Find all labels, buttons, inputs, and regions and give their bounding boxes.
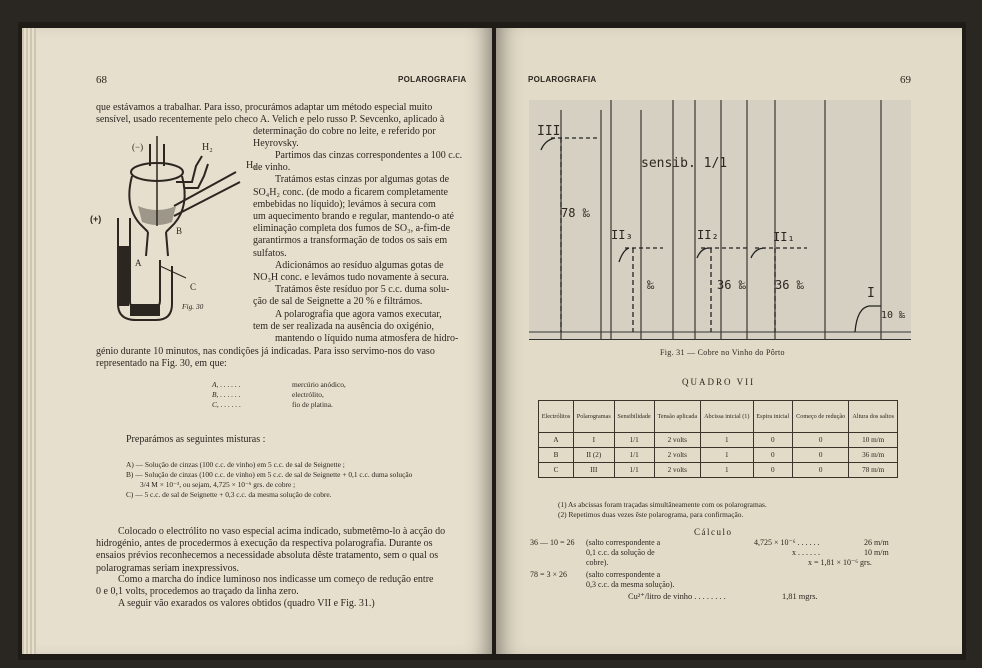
legend-list: A, . . . . . . mercúrio anódico, B, . . . . . . electrólito, C, . . . . . . fio de platina. bbox=[212, 380, 346, 409]
left-page bbox=[22, 28, 492, 654]
table-header-row: Electrólitos Polarogramas Sensibilidade Tensão aplicada Abcissa inicial (1) Espira inicial Começo de redução Altura dos saltos bbox=[539, 401, 898, 433]
mixtures-title: Preparámos as seguintes misturas : bbox=[126, 434, 266, 445]
calc-c2a: x . . . . . . bbox=[792, 548, 820, 557]
calc-result-label: Cu²⁺/litro de vinho . . . . . . . . bbox=[628, 592, 726, 601]
table-title: QUADRO VII bbox=[682, 377, 756, 387]
label-minus: (−) bbox=[132, 142, 144, 152]
label-permille: ‰ bbox=[647, 278, 655, 292]
calc-c3: x = 1,81 × 10⁻⁶ grs. bbox=[808, 558, 872, 567]
polarogram-photo bbox=[529, 100, 911, 340]
calc-title: Cálculo bbox=[694, 527, 733, 537]
label-sensitivity: sensib. 1/1 bbox=[641, 156, 728, 171]
table-row: C III 1/1 2 volts 1 0 0 78 m/m bbox=[539, 463, 898, 478]
label-36a: 36 ‰ bbox=[717, 278, 746, 292]
label-iii: III bbox=[537, 124, 561, 139]
label-ii3: II₃ bbox=[611, 228, 633, 242]
label-b: B bbox=[176, 226, 183, 236]
book-spread bbox=[18, 22, 966, 660]
label-plus: (+) bbox=[90, 214, 102, 224]
label-a: A bbox=[135, 258, 142, 268]
paragraph-vessel: génio durante 10 minutos, nas condições já indicadas. Para isso servimo-nos do vaso representado na Fig. 30, em que: bbox=[96, 346, 435, 370]
calc-result-value: 1,81 mgrs. bbox=[782, 592, 818, 601]
calc-r1-text: (salto correspondente a 0,1 c.c. da solução de cobre). bbox=[586, 538, 661, 567]
page-number: 68 bbox=[96, 74, 107, 86]
table-row: A I 1/1 2 volts 1 0 0 10 m/m bbox=[539, 433, 898, 448]
page-edges bbox=[22, 28, 36, 654]
table-footnotes: (1) As abcissas foram traçadas simultâneamente com os polarogramas. (2) Repetimos duas vezes êste polarograma, para confirmação. bbox=[558, 500, 767, 519]
calc-r1-eq: 36 — 10 = 26 bbox=[530, 538, 575, 547]
quadro-vii-table bbox=[538, 400, 898, 478]
label-ii2: II₂ bbox=[697, 228, 719, 242]
label-c: C bbox=[190, 282, 197, 292]
label-h2-top: H₂ bbox=[202, 142, 213, 153]
apparatus-figure bbox=[90, 136, 264, 336]
figure-30-caption: Fig. 30 bbox=[182, 302, 204, 311]
calc-c1a: 4,725 × 10⁻⁶ . . . . . . bbox=[754, 538, 820, 547]
right-page bbox=[496, 28, 962, 654]
label-78: 78 ‰ bbox=[561, 206, 590, 220]
running-header: POLAROGRAFIA bbox=[398, 75, 467, 84]
running-header-right: POLAROGRAFIA bbox=[528, 75, 597, 84]
paragraph-values: Como a marcha do índice luminoso nos indicasse um começo de redução entre 0 e 0,1 volts, procedemos ao traçado da linha zero. A seguir vão exarados os valores obtidos (quadro VII e Fig. 31.) bbox=[96, 574, 434, 610]
paragraph-hydrogen: Colocado o electrólito no vaso especial acima indicado, submetêmo-lo à acção do hidrogénio, antes de procedermos à execução da respectiva polarografia. Durante os ensaios prévios reconhecemos a necessidade absoluta dêste tratamento, sem o qual os polarogramas seriam inexpressivos. bbox=[96, 526, 446, 574]
table-row: B II (2) 1/1 2 volts 1 0 0 36 m/m bbox=[539, 448, 898, 463]
paragraph-procedure: Partimos das cinzas correspondentes a 100 c.c. de vinho. Tratámos estas cinzas por algumas gotas de SO₄H₂ conc. (de modo a ficarem completamente embebidas no líquido); levámos à secura com um aquecimento brando e regular, mantendo-o até eliminação completa dos fumos de SO₃, a-fim-de garantirmos a transformação de todos os sais em sulfatos. Adicionámos ao resíduo algumas gotas de NO₃H conc. e levámos tudo novamente à secura. Tratámos êste resíduo por 5 c.c. duma solu- ção de sal de Seignette a 20 % e filtrámos. A polarografia que agora vamos executar, tem de ser realizada na ausência do oxigénio, mantendo o líquido numa atmosfera de hidro- bbox=[253, 150, 463, 345]
calc-r2-text: (salto correspondente a 0,3 c.c. da mesma solução). bbox=[586, 570, 675, 589]
label-10: 10 ‰ bbox=[881, 310, 906, 321]
paragraph-intro: que estávamos a trabalhar. Para isso, procurámos adaptar um método especial muito sensível, usado recentemente pelo checo A. Velich e pelo russo P. Sevcenko, aplicado à bbox=[96, 102, 445, 126]
figure-31-caption: Fig. 31 — Cobre no Vinho do Pôrto bbox=[660, 348, 785, 357]
label-ii1: II₁ bbox=[773, 230, 795, 244]
paragraph-intro-cont: determinação do cobre no leite, e referido por Heyrovsky. bbox=[253, 126, 436, 150]
page-number-right: 69 bbox=[900, 74, 911, 86]
label-36b: 36 ‰ bbox=[775, 278, 804, 292]
calc-r2-eq: 78 = 3 × 26 bbox=[530, 570, 568, 579]
calc-c2b: 10 m/m bbox=[864, 548, 889, 557]
calc-c1b: 26 m/m bbox=[864, 538, 889, 547]
label-i: I bbox=[867, 286, 875, 301]
mixtures-list: A) — Solução de cinzas (100 c.c. de vinho) em 5 c.c. de sal de Seignette ; B) — Solução de cinzas (100 c.c. de vinho) em 5 c.c. de sal de Seignette + 0,1 c.c. duma solução 3/4 M × 10⁻³, ou sejam, 4,725 × 10⁻⁶ grs. de cobre ; C) — 5 c.c. de sal de Seignette + 0,3 c.c. da mesma solução de cobre. bbox=[126, 460, 413, 499]
label-h2-side: H₂ bbox=[246, 160, 257, 171]
